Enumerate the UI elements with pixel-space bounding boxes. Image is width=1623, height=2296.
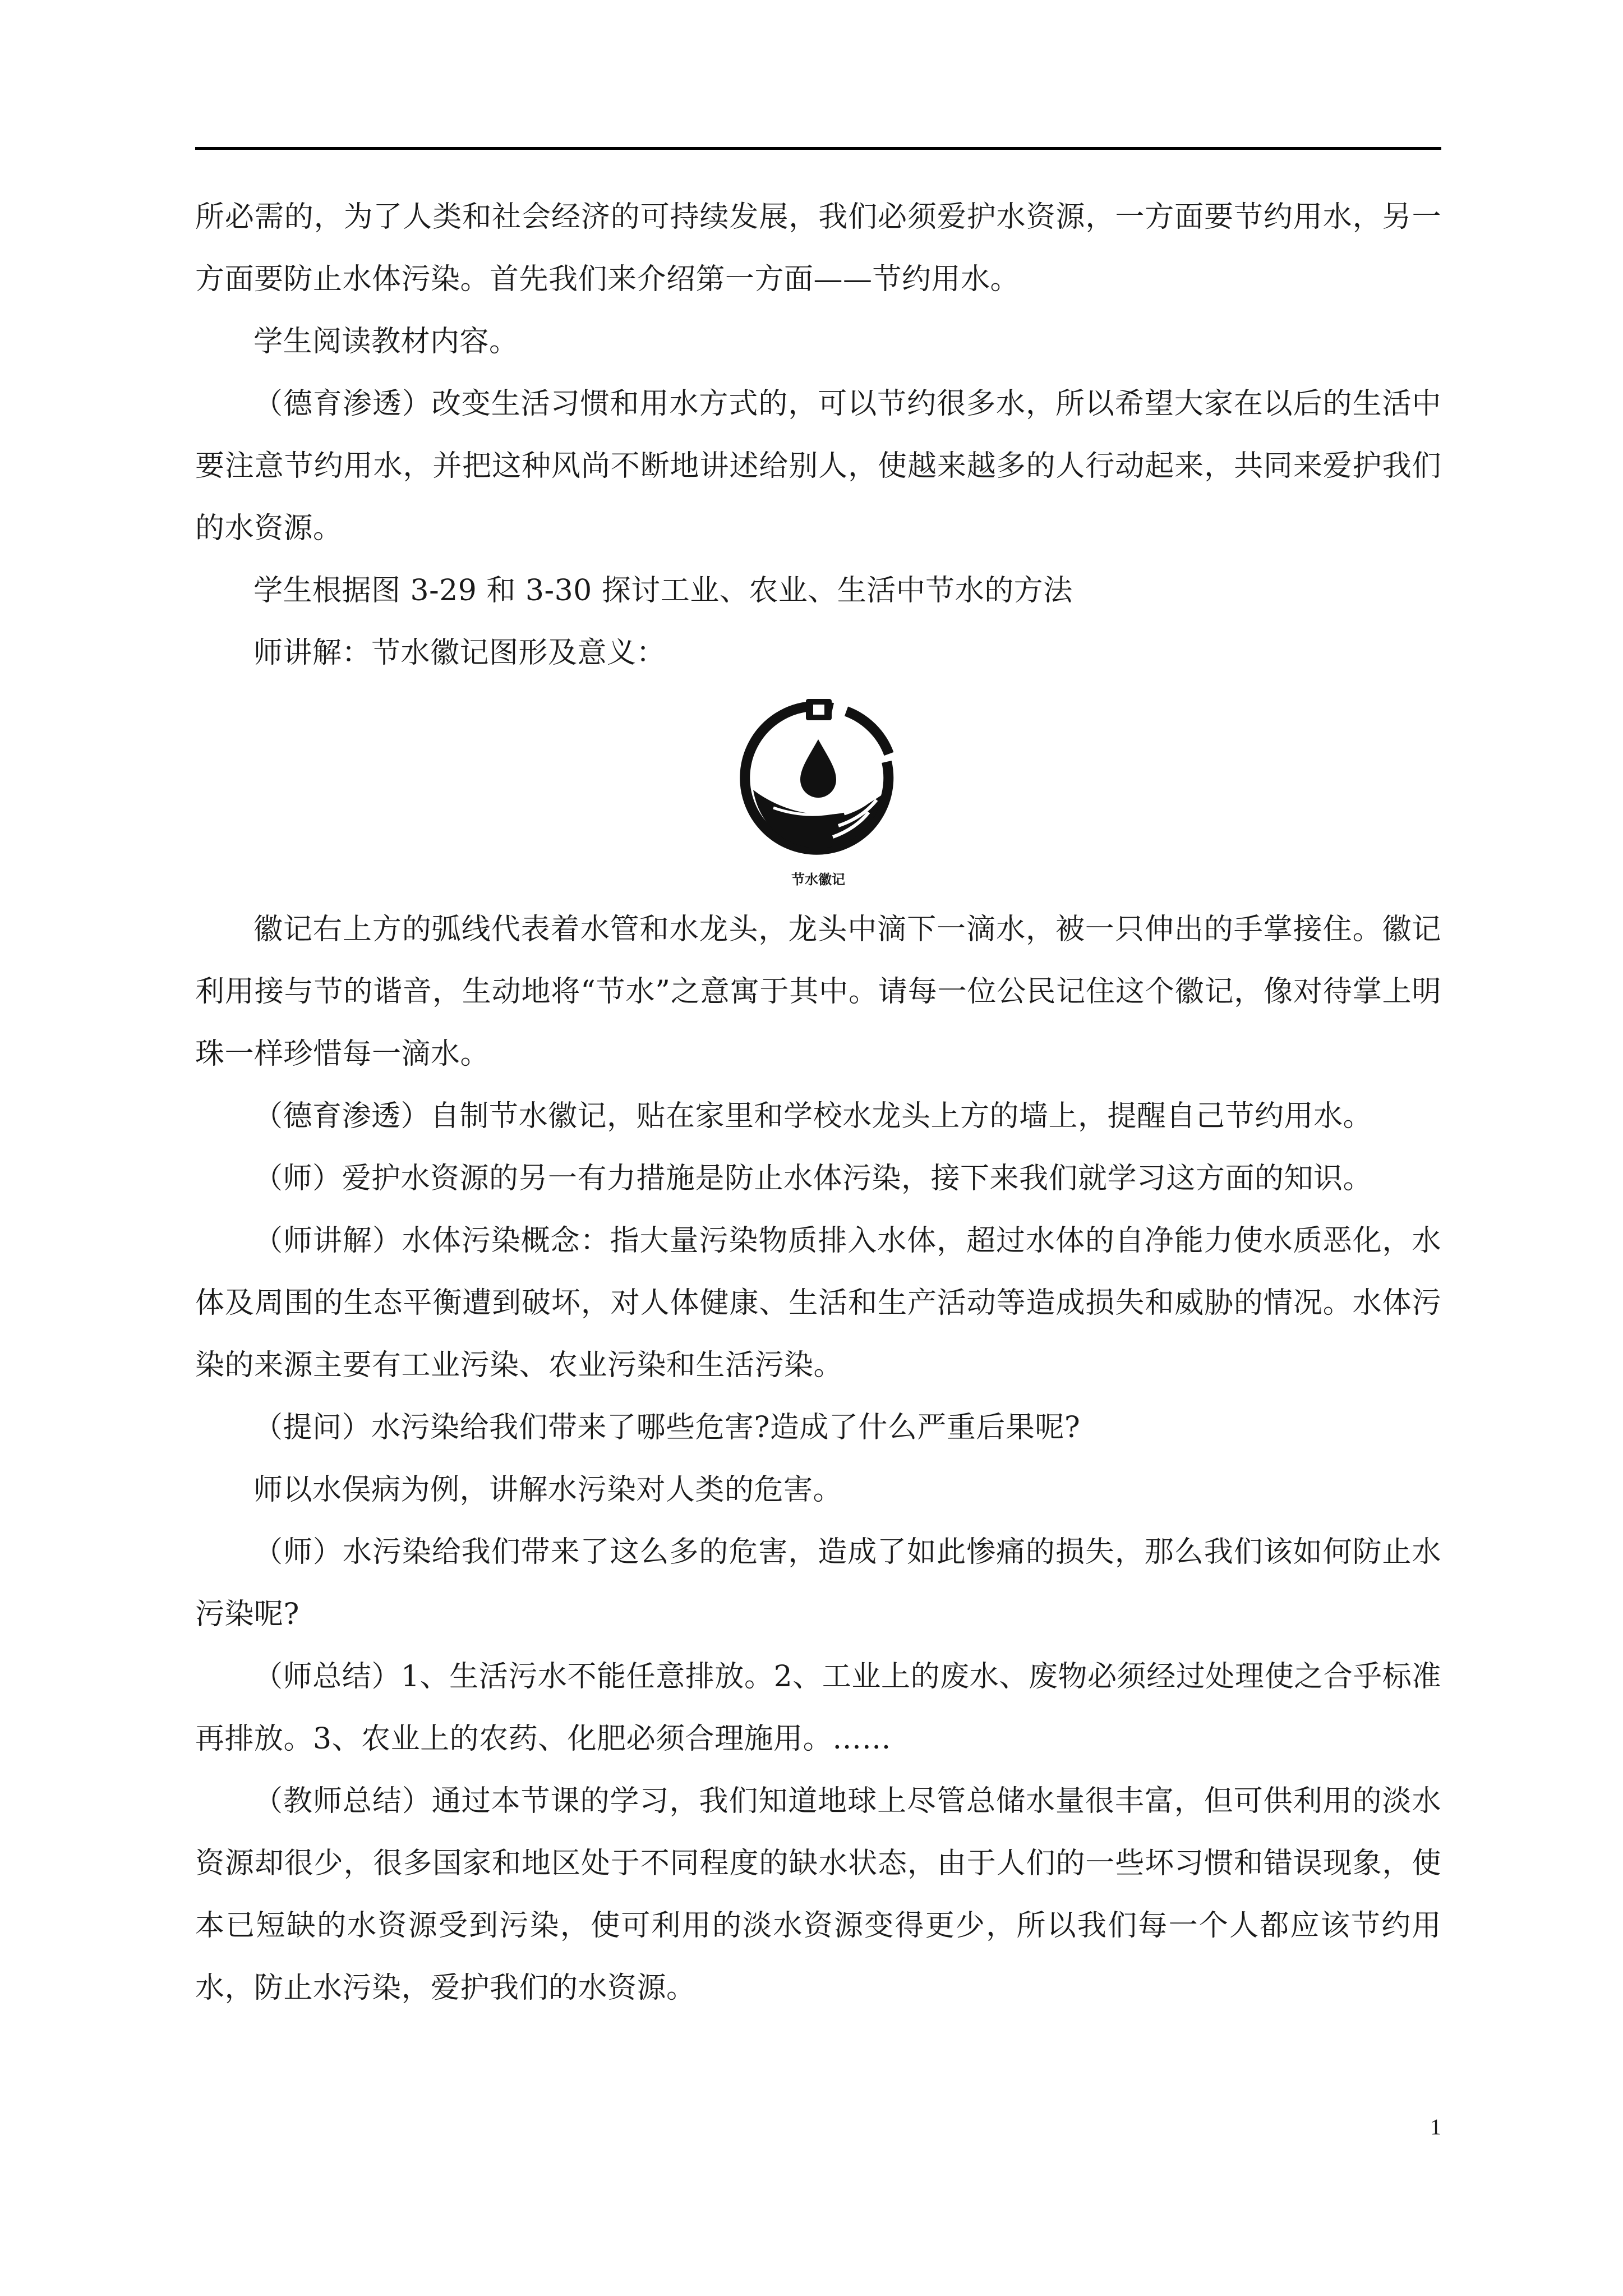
page-number: 1 <box>1430 2114 1441 2139</box>
paragraph: （德育渗透）改变生活习惯和用水方式的，可以节约很多水，所以希望大家在以后的生活中要注意节约用水，并把这种风尚不断地讲述给别人，使越来越多的人行动起来，共同来爱护我们的水资源。 <box>195 387 1441 545</box>
paragraph: 师以水俣病为例，讲解水污染对人类的危害。 <box>253 1473 843 1507</box>
figure-water-saving-emblem <box>195 696 1441 891</box>
paragraph: （德育渗透）自制节水徽记，贴在家里和学校水龙头上方的墙上，提醒自己节约用水。 <box>253 1099 1373 1133</box>
paragraphs-bottom <box>195 899 1441 2019</box>
paragraphs-top <box>195 186 1441 684</box>
paragraph: 师讲解：节水徽记图形及意义： <box>253 636 666 670</box>
paragraph: （师）爱护水资源的另一有力措施是防止水体污染，接下来我们就学习这方面的知识。 <box>253 1162 1373 1195</box>
figure-caption: 节水徽记 <box>791 872 845 887</box>
paragraph: （师讲解）水体污染概念：指大量污染物质排入水体，超过水体的自净能力使水质恶化，水体及周围的生态平衡遭到破坏，对人体健康、生活和生产活动等造成损失和威胁的情况。水体污染的来源主要有工业污染、农业污染和生活污染。 <box>195 1224 1441 1382</box>
paragraph: 学生阅读教材内容。 <box>253 325 519 358</box>
paragraph: （提问）水污染给我们带来了哪些危害?造成了什么严重后果呢? <box>253 1411 1081 1444</box>
paragraph: （教师总结）通过本节课的学习，我们知道地球上尽管总储水量很丰富，但可供利用的淡水资源却很少，很多国家和地区处于不同程度的缺水状态，由于人们的一些坏习惯和错误现象，使本已短缺的水资源受到污染，使可利用的淡水资源变得更少，所以我们每一个人都应该节约用水，防止水污染，爱护我们的水资源。 <box>195 1784 1441 2005</box>
page-content <box>195 186 1441 2019</box>
header-rule <box>195 147 1441 150</box>
paragraph: 徽记右上方的弧线代表着水管和水龙头，龙头中滴下一滴水，被一只伸出的手掌接住。徽记利用接与节的谐音，生动地将“节水”之意寓于其中。请每一位公民记住这个徽记，像对待掌上明珠一样珍惜每一滴水。 <box>195 913 1441 1071</box>
paragraph: （师总结）1、生活污水不能任意排放。2、工业上的废水、废物必须经过处理使之合乎标准再排放。3、农业上的农药、化肥必须合理施用。…… <box>195 1660 1441 1756</box>
paragraph: （师）水污染给我们带来了这么多的危害，造成了如此惨痛的损失，那么我们该如何防止水污染呢? <box>195 1535 1441 1631</box>
paragraph: 学生根据图 3-29 和 3-30 探讨工业、农业、生活中节水的方法 <box>253 574 1073 608</box>
water-saving-emblem-icon <box>734 696 902 864</box>
paragraph: 所必需的，为了人类和社会经济的可持续发展，我们必须爱护水资源，一方面要节约用水，另一方面要防止水体污染。首先我们来介绍第一方面——节约用水。 <box>195 200 1441 296</box>
